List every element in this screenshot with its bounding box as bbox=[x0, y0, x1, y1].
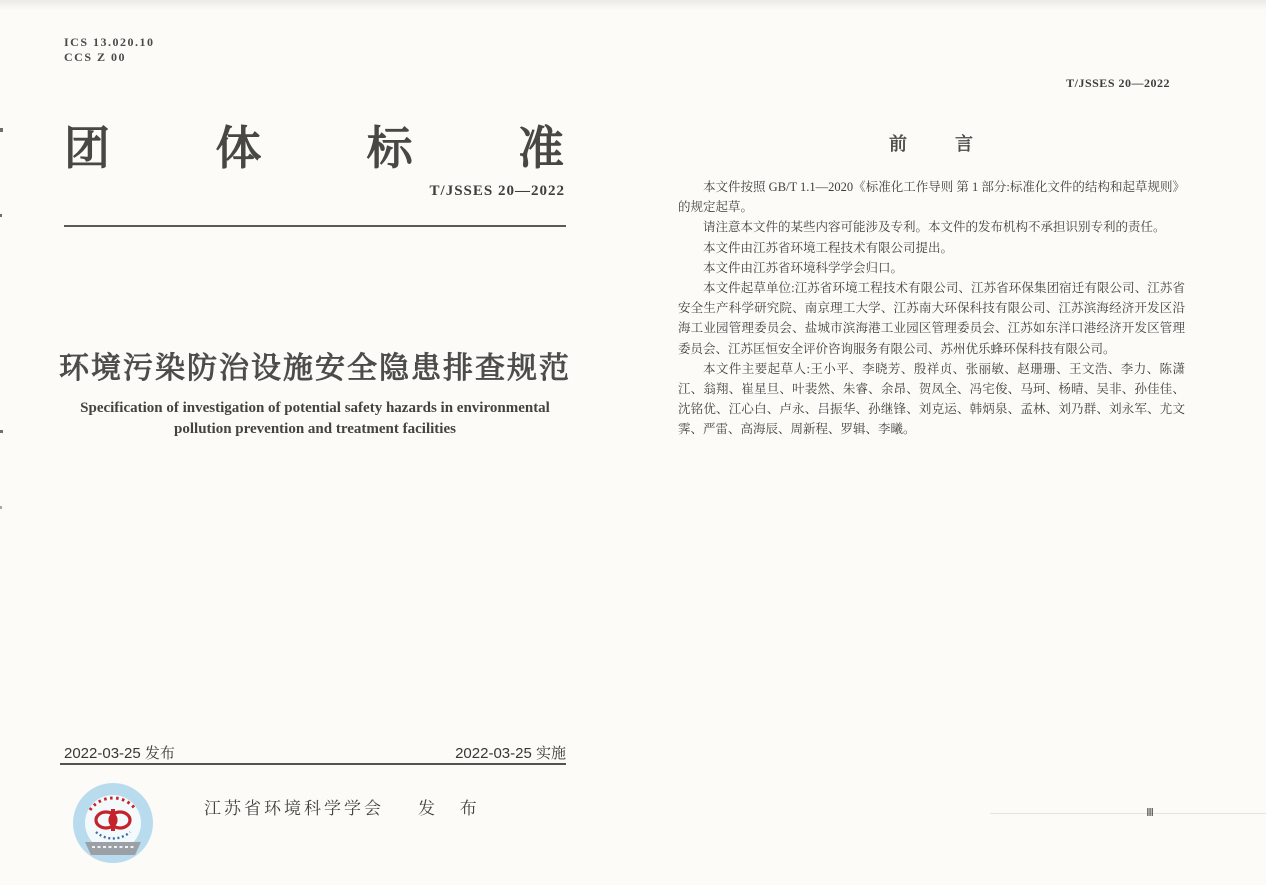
foreword-title-char: 前 bbox=[889, 134, 907, 154]
page-title: 环境污染防治设施安全隐患排查规范 bbox=[59, 352, 571, 385]
banner-char: 团 bbox=[64, 123, 110, 174]
foreword-paragraph: 本文件主要起草人:王小平、李晓芳、殷祥贞、张丽敏、赵珊珊、王文浩、李力、陈潇江、翁翔、崔星旦、叶裴然、朱睿、余昂、贺凤全、冯宅俊、马珂、杨晴、吴非、孙佳佳、沈铭优、江心白、卢永、吕振华、孙继锋、刘克运、韩炳泉、孟林、刘乃群、刘永军、尤文霁、严雷、高海辰、周新程、罗辑、李曦。 bbox=[678, 361, 1185, 437]
foreword-body bbox=[678, 177, 1185, 440]
foreword-title bbox=[678, 130, 1184, 156]
publisher-row bbox=[204, 794, 574, 819]
foreword-header-code: T/JSSES 20—2022 bbox=[1066, 76, 1170, 90]
standard-type-banner bbox=[64, 112, 564, 178]
publish-label: 发 布 bbox=[418, 799, 487, 818]
issue-date: 2022-03-25 发布 bbox=[64, 745, 175, 762]
cover-bottom-rule bbox=[60, 763, 566, 765]
banner-char: 准 bbox=[517, 123, 564, 174]
foreword-paragraph: 本文件起草单位:江苏省环境工程技术有限公司、江苏省环保集团宿迁有限公司、江苏省安全生产科学研究院、南京理工大学、江苏南大环保科技有限公司、江苏滨海经济开发区沿海工业园管理委员会、盐城市滨海港工业园区管理委员会、江苏如东洋口港经济开发区管理委员会、江苏匡恒安全评价咨询服务有限公司、苏州优乐蜂环保科技有限公司。 bbox=[678, 281, 1185, 356]
foreword-paragraph: 本文件由江苏省环境工程技术有限公司提出。 bbox=[703, 240, 954, 255]
implement-date: 2022-03-25 实施 bbox=[455, 745, 566, 762]
foreword-title-char: 言 bbox=[955, 134, 973, 154]
scan-artifact bbox=[0, 214, 2, 217]
english-title-line1: Specification of investigation of potential safety hazards in environmental bbox=[80, 400, 550, 416]
society-seal-icon bbox=[72, 782, 154, 864]
cover-top-rule bbox=[64, 225, 566, 227]
banner-char: 体 bbox=[215, 123, 262, 174]
banner-char: 标 bbox=[366, 123, 413, 174]
english-title bbox=[30, 398, 600, 440]
foreword-paragraph: 本文件由江苏省环境科学学会归口。 bbox=[703, 260, 904, 275]
publisher-name: 江苏省环境科学学会 bbox=[204, 799, 384, 818]
ics-code: ICS 13.020.10 bbox=[64, 35, 155, 49]
english-title-line2: pollution prevention and treatment facilities bbox=[174, 421, 456, 437]
scan-artifact bbox=[0, 506, 2, 509]
date-row bbox=[64, 742, 566, 763]
foreword-paragraph: 本文件按照 GB/T 1.1—2020《标准化工作导则 第 1 部分:标准化文件的结构和起草规则》的规定起草。 bbox=[678, 180, 1185, 215]
ccs-code: CCS Z 00 bbox=[64, 50, 127, 64]
foreword-paragraph: 请注意本文件的某些内容可能涉及专利。本文件的发布机构不承担识别专利的责任。 bbox=[703, 220, 1166, 235]
scan-artifact bbox=[0, 128, 3, 132]
classification-block bbox=[64, 35, 155, 65]
cover-standard-code: T/JSSES 20—2022 bbox=[429, 183, 565, 199]
page-number: Ⅲ bbox=[1146, 807, 1154, 819]
scan-artifact bbox=[0, 430, 3, 433]
